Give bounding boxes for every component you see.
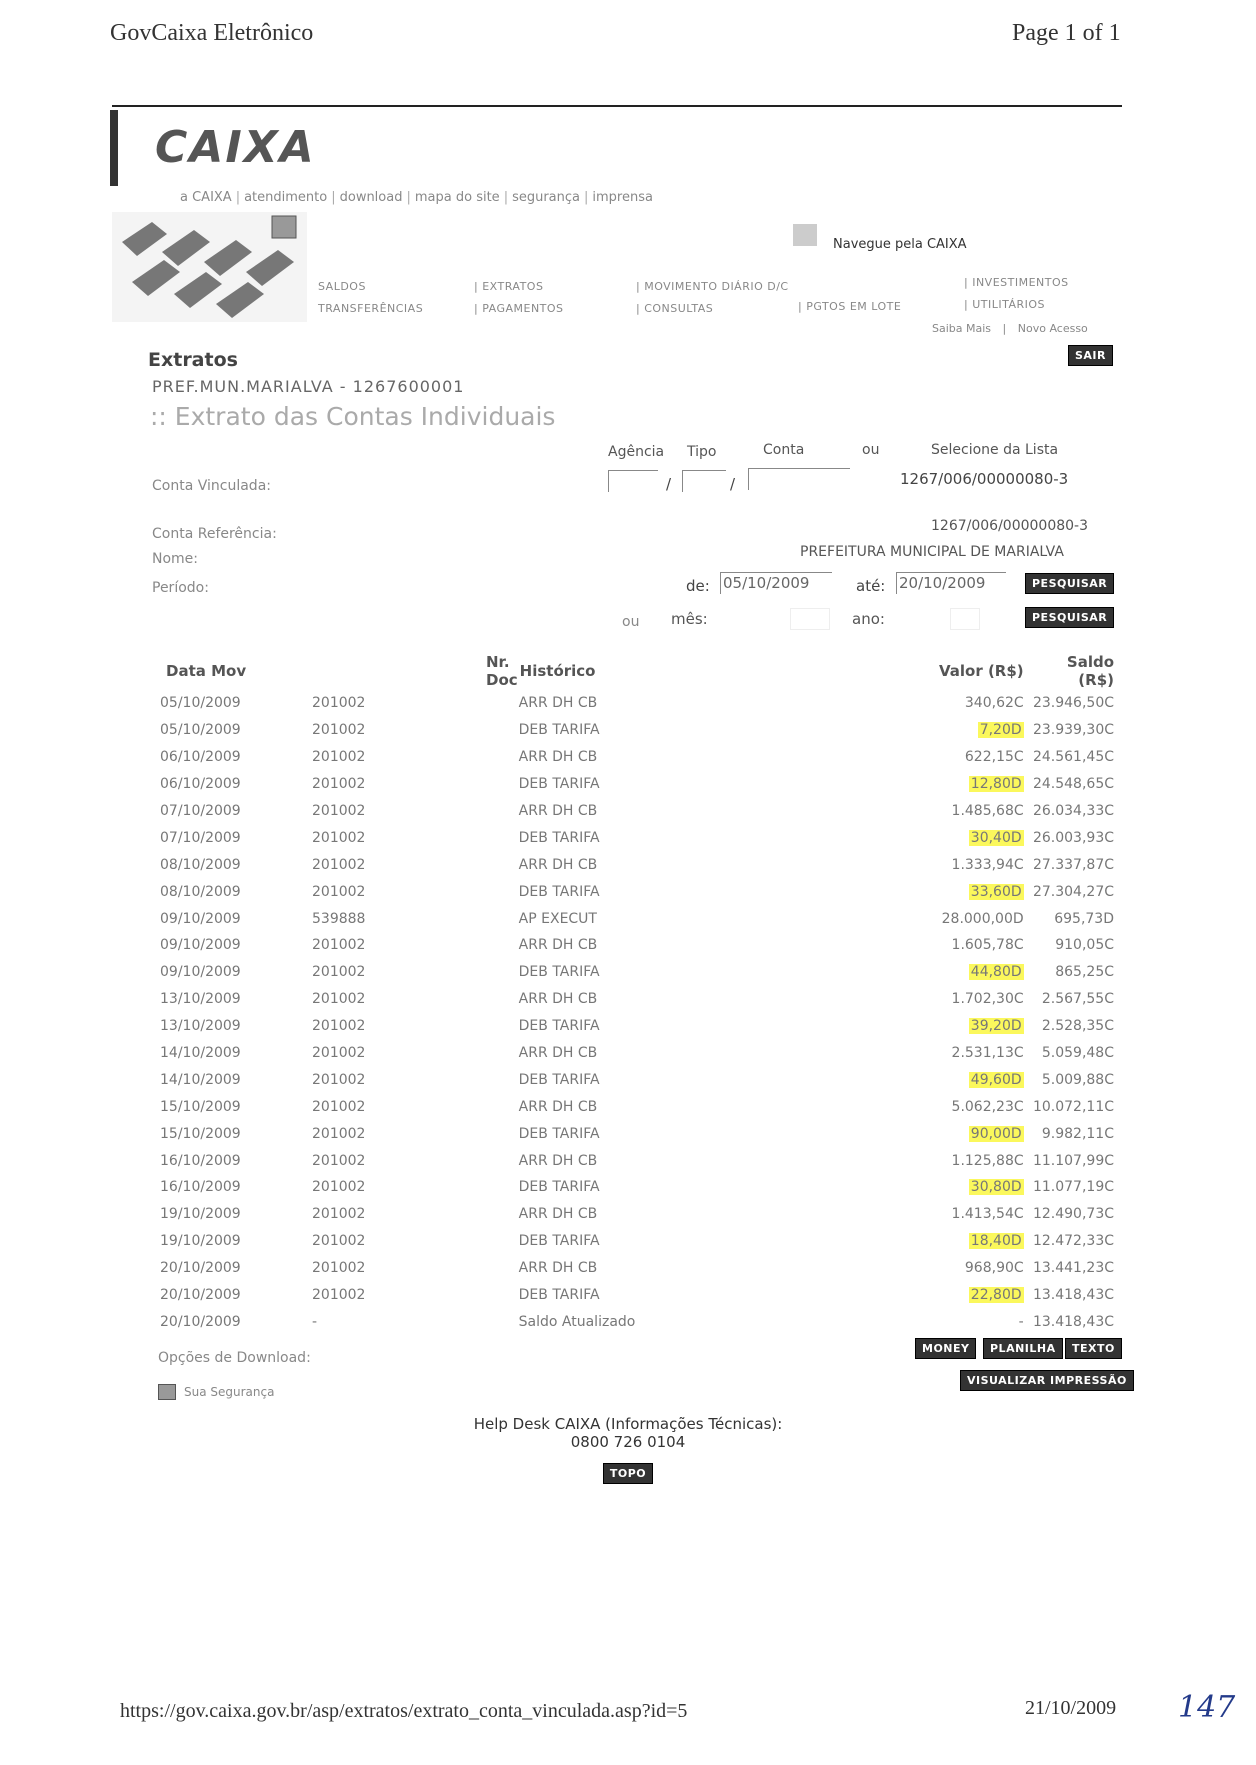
row-historico: AP EXECUT	[518, 910, 597, 927]
row-doc: 201002	[312, 1125, 366, 1142]
row-historico: DEB TARIFA	[518, 883, 600, 900]
row-doc: 201002	[312, 749, 366, 766]
row-valor: 340,62C	[964, 695, 1024, 712]
conta-input[interactable]	[748, 468, 850, 490]
table-row	[160, 1282, 1120, 1309]
row-saldo: 24.548,65C	[1032, 776, 1114, 793]
nav-seguranca[interactable]: segurança	[512, 190, 581, 205]
row-valor: 1.333,94C	[951, 856, 1024, 873]
col-saldo: Saldo (R$)	[1066, 653, 1114, 689]
highlighted-value: 49,60D	[970, 1071, 1022, 1088]
row-date: 14/10/2009	[160, 1071, 241, 1088]
visualizar-impressao-button[interactable]: VISUALIZAR IMPRESSÃO	[960, 1370, 1134, 1391]
row-historico: ARR DH CB	[518, 1260, 598, 1277]
ou-label: ou	[862, 442, 880, 458]
row-saldo: 2.567,55C	[1041, 991, 1114, 1008]
row-saldo: 695,73D	[1054, 910, 1114, 927]
row-doc: 201002	[312, 1206, 366, 1223]
row-date: 16/10/2009	[160, 1179, 241, 1196]
page-subtitle: :: Extrato das Contas Individuais	[150, 402, 556, 431]
periodo-label: Período:	[152, 580, 209, 596]
sair-button[interactable]: SAIR	[1068, 345, 1113, 366]
row-historico: ARR DH CB	[518, 803, 598, 819]
row-historico: DEB TARIFA	[518, 1287, 600, 1304]
table-row	[160, 771, 1120, 798]
ate-label: até:	[856, 577, 886, 595]
pesquisar-mes-button[interactable]: PESQUISAR	[1025, 607, 1114, 628]
nav-download[interactable]: download	[339, 190, 403, 205]
row-saldo: 13.418,43C	[1032, 1287, 1114, 1304]
row-saldo: 11.077,19C	[1032, 1179, 1114, 1196]
logo-bar	[110, 110, 118, 186]
row-historico: ARR DH CB	[518, 991, 598, 1008]
nav-a-caixa[interactable]: a CAIXA	[180, 190, 232, 205]
row-saldo: 10.072,11C	[1032, 1098, 1114, 1115]
novo-acesso-link[interactable]: Novo Acesso	[1017, 322, 1088, 335]
money-button[interactable]: MONEY	[915, 1338, 976, 1359]
print-footer-url: https://gov.caixa.gov.br/asp/extratos/extrato_conta_vinculada.asp?id=5	[120, 1700, 688, 1722]
lock-icon	[158, 1384, 176, 1400]
top-nav: a CAIXA | atendimento | download | mapa do site | segurança | imprensa	[180, 190, 653, 205]
row-historico: ARR DH CB	[518, 1045, 598, 1062]
de-date-input[interactable]: 05/10/2009	[720, 572, 832, 594]
saiba-mais-link[interactable]: Saiba Mais	[932, 322, 992, 335]
row-saldo: 13.418,43C	[1032, 1313, 1114, 1330]
table-row	[160, 1201, 1120, 1228]
row-saldo: 26.003,93C	[1032, 829, 1114, 846]
selecione-label: Selecione da Lista	[931, 442, 1059, 458]
row-saldo: 26.034,33C	[1032, 803, 1114, 819]
row-date: 14/10/2009	[160, 1045, 241, 1062]
row-saldo: 2.528,35C	[1041, 1018, 1114, 1035]
row-valor: 1.605,78C	[951, 937, 1024, 954]
row-saldo: 5.059,48C	[1041, 1045, 1114, 1062]
row-historico: DEB TARIFA	[518, 1233, 600, 1250]
tipo-input[interactable]	[682, 470, 726, 492]
row-historico: ARR DH CB	[518, 1152, 598, 1169]
nav-mapa-do-site[interactable]: mapa do site	[414, 190, 500, 205]
table-row	[160, 1040, 1120, 1067]
row-date: 16/10/2009	[160, 1152, 241, 1169]
row-saldo: 23.946,50C	[1032, 695, 1114, 712]
transactions-table	[160, 652, 1120, 1335]
planilha-button[interactable]: PLANILHA	[983, 1338, 1063, 1359]
row-date: 07/10/2009	[160, 803, 241, 819]
row-historico: ARR DH CB	[518, 695, 598, 712]
row-date: 07/10/2009	[160, 829, 241, 846]
highlighted-value: 7,20D	[979, 722, 1022, 739]
row-historico: ARR DH CB	[518, 1206, 598, 1223]
row-valor: -	[1018, 1313, 1024, 1330]
mes-label: mês:	[671, 610, 708, 628]
row-date: 15/10/2009	[160, 1098, 241, 1115]
highlighted-value: 44,80D	[970, 964, 1022, 981]
row-valor: 622,15C	[964, 749, 1024, 766]
highlighted-value: 30,80D	[970, 1179, 1022, 1196]
row-doc: 201002	[312, 1260, 366, 1277]
row-doc: 201002	[312, 1287, 366, 1304]
print-header-page: Page 1 of 1	[1012, 20, 1121, 46]
table-row	[160, 1147, 1120, 1174]
navegue-label[interactable]: Navegue pela CAIXA	[833, 237, 967, 252]
mes-select[interactable]	[790, 608, 830, 630]
row-doc: 201002	[312, 1071, 366, 1088]
row-historico: DEB TARIFA	[518, 829, 600, 846]
agencia-label: Agência	[608, 444, 665, 460]
row-saldo: 12.490,73C	[1032, 1206, 1114, 1223]
row-historico: DEB TARIFA	[518, 776, 600, 793]
keyboard-banner-image	[112, 212, 307, 322]
print-header-title: GovCaixa Eletrônico	[110, 20, 314, 46]
row-saldo: 13.441,23C	[1032, 1260, 1114, 1277]
row-date: 08/10/2009	[160, 883, 241, 900]
table-row	[160, 1308, 1120, 1335]
row-doc: 201002	[312, 695, 366, 712]
table-row	[160, 878, 1120, 905]
help-desk-phone: 0800 726 0104	[570, 1433, 686, 1451]
row-historico: DEB TARIFA	[518, 964, 600, 981]
help-desk	[0, 1415, 1256, 1484]
row-valor: 5.062,23C	[951, 1098, 1024, 1115]
conta-label: Conta	[763, 442, 805, 458]
row-date: 19/10/2009	[160, 1233, 241, 1250]
row-doc: 539888	[312, 910, 366, 927]
highlighted-value: 18,40D	[970, 1233, 1022, 1250]
table-header-row	[160, 652, 1120, 690]
row-date: 05/10/2009	[160, 722, 241, 739]
row-date: 09/10/2009	[160, 964, 241, 981]
table-row	[160, 1120, 1120, 1147]
highlighted-value: 39,20D	[970, 1018, 1022, 1035]
highlighted-value: 30,40D	[970, 829, 1022, 846]
row-valor: 1.485,68C	[951, 803, 1024, 819]
table-row	[160, 959, 1120, 986]
row-historico: DEB TARIFA	[518, 722, 600, 739]
ano-select[interactable]	[950, 608, 980, 630]
row-doc: 201002	[312, 937, 366, 954]
row-date: 20/10/2009	[160, 1260, 241, 1277]
menu-pgtos-em-lote[interactable]: | PGTOS EM LOTE	[798, 300, 902, 313]
nav-imprensa[interactable]: imprensa	[592, 190, 653, 205]
navegue-icon	[793, 224, 817, 246]
row-date: 06/10/2009	[160, 749, 241, 766]
header-rule	[112, 105, 1122, 107]
menu-transferencias[interactable]: TRANSFERÊNCIAS	[318, 302, 424, 315]
row-historico: DEB TARIFA	[518, 1179, 600, 1196]
menu-saldos[interactable]: SALDOS	[318, 280, 366, 293]
conta-referencia-value: 1267/006/00000080-3	[931, 518, 1089, 534]
agencia-input[interactable]	[608, 470, 658, 492]
row-historico: DEB TARIFA	[518, 1018, 600, 1035]
ano-label: ano:	[852, 610, 885, 628]
row-date: 05/10/2009	[160, 695, 241, 712]
table-row	[160, 690, 1120, 717]
section-title: Extratos	[148, 349, 238, 371]
row-valor: 1.702,30C	[951, 991, 1024, 1008]
row-historico: ARR DH CB	[518, 856, 598, 873]
table-row	[160, 986, 1120, 1013]
table-row	[160, 1174, 1120, 1201]
conta-referencia-label: Conta Referência:	[152, 526, 277, 542]
row-doc: 201002	[312, 776, 366, 793]
handwritten-page-number: 147	[1178, 1690, 1236, 1725]
table-row	[160, 717, 1120, 744]
nome-label: Nome:	[152, 551, 199, 567]
menu-pagamentos[interactable]: | PAGAMENTOS	[474, 302, 564, 315]
table-row	[160, 824, 1120, 851]
row-doc: 201002	[312, 856, 366, 873]
col-historico: Histórico	[519, 662, 596, 680]
menu-investimentos[interactable]: | INVESTIMENTOS	[964, 276, 1069, 289]
row-date: 09/10/2009	[160, 910, 241, 927]
row-doc: 201002	[312, 803, 366, 819]
table-row	[160, 744, 1120, 771]
table-row	[160, 1255, 1120, 1282]
row-saldo: 910,05C	[1055, 937, 1114, 954]
highlighted-value: 22,80D	[970, 1287, 1022, 1304]
row-valor: 2.531,13C	[951, 1045, 1024, 1062]
table-row	[160, 1066, 1120, 1093]
topo-button[interactable]: TOPO	[603, 1463, 653, 1484]
menu-consultas[interactable]: | CONSULTAS	[636, 302, 714, 315]
highlighted-value: 12,80D	[970, 776, 1022, 793]
security-link[interactable]	[158, 1384, 274, 1400]
table-row	[160, 798, 1120, 825]
table-row	[160, 1093, 1120, 1120]
col-data-mov: Data Mov	[166, 662, 247, 680]
row-doc: 201002	[312, 1179, 366, 1196]
row-valor: 28.000,00D	[941, 910, 1024, 927]
row-valor: 968,90C	[964, 1260, 1024, 1277]
row-saldo: 9.982,11C	[1041, 1125, 1114, 1142]
row-historico: Saldo Atualizado	[518, 1313, 636, 1330]
row-saldo: 865,25C	[1055, 964, 1114, 981]
col-valor: Valor (R$)	[938, 662, 1024, 680]
table-row	[160, 905, 1120, 932]
row-historico: ARR DH CB	[518, 1098, 598, 1115]
row-saldo: 27.304,27C	[1032, 883, 1114, 900]
tipo-label: Tipo	[687, 444, 717, 460]
org-name: PREF.MUN.MARIALVA - 1267600001	[152, 377, 465, 396]
highlighted-value: 33,60D	[970, 883, 1022, 900]
row-date: 08/10/2009	[160, 856, 241, 873]
row-historico: ARR DH CB	[518, 749, 598, 766]
row-saldo: 11.107,99C	[1032, 1152, 1114, 1169]
row-date: 09/10/2009	[160, 937, 241, 954]
row-doc: 201002	[312, 1152, 366, 1169]
row-saldo: 12.472,33C	[1032, 1233, 1114, 1250]
row-doc: 201002	[312, 883, 366, 900]
table-row	[160, 851, 1120, 878]
conta-vinculada-select[interactable]: 1267/006/00000080-3	[900, 470, 1069, 488]
row-date: 06/10/2009	[160, 776, 241, 793]
saiba-novo-links: Saiba Mais | Novo Acesso	[932, 322, 1088, 335]
row-saldo: 5.009,88C	[1041, 1071, 1114, 1088]
ou-mes-label: ou	[622, 614, 640, 630]
row-doc: 201002	[312, 1233, 366, 1250]
row-doc: 201002	[312, 829, 366, 846]
row-valor: 1.125,88C	[951, 1152, 1024, 1169]
table-row	[160, 1013, 1120, 1040]
download-options-label: Opções de Download:	[158, 1350, 311, 1366]
help-desk-title: Help Desk CAIXA (Informações Técnicas):	[473, 1415, 783, 1433]
highlighted-value: 90,00D	[970, 1125, 1022, 1142]
conta-vinculada-label: Conta Vinculada:	[152, 478, 271, 494]
menu-extratos[interactable]: | EXTRATOS	[474, 280, 544, 293]
row-date: 15/10/2009	[160, 1125, 241, 1142]
row-doc: 201002	[312, 722, 366, 739]
row-saldo: 27.337,87C	[1032, 856, 1114, 873]
row-date: 20/10/2009	[160, 1313, 241, 1330]
row-historico: ARR DH CB	[518, 937, 598, 954]
caixa-logo: CAIXA	[155, 122, 316, 173]
row-saldo: 23.939,30C	[1032, 722, 1114, 739]
row-historico: DEB TARIFA	[518, 1071, 600, 1088]
row-valor: 1.413,54C	[951, 1206, 1024, 1223]
row-doc: 201002	[312, 991, 366, 1008]
security-label: Sua Segurança	[184, 1385, 275, 1399]
row-doc: -	[312, 1313, 318, 1330]
ate-date-input[interactable]: 20/10/2009	[896, 572, 1006, 594]
table-row	[160, 932, 1120, 959]
row-doc: 201002	[312, 1045, 366, 1062]
row-historico: DEB TARIFA	[518, 1125, 600, 1142]
row-doc: 201002	[312, 1018, 366, 1035]
table-row	[160, 1228, 1120, 1255]
de-label: de:	[686, 577, 710, 595]
nav-atendimento[interactable]: atendimento	[244, 190, 328, 205]
row-date: 20/10/2009	[160, 1287, 241, 1304]
row-saldo: 24.561,45C	[1032, 749, 1114, 766]
texto-button[interactable]: TEXTO	[1065, 1338, 1122, 1359]
row-date: 13/10/2009	[160, 1018, 241, 1035]
pesquisar-periodo-button[interactable]: PESQUISAR	[1025, 573, 1114, 594]
row-doc: 201002	[312, 964, 366, 981]
menu-utilitarios[interactable]: | UTILITÁRIOS	[964, 298, 1046, 311]
col-nr-doc: Nr. Doc	[486, 653, 518, 689]
menu-movimento[interactable]: | MOVIMENTO DIÁRIO D/C	[636, 280, 789, 293]
row-doc: 201002	[312, 1098, 366, 1115]
row-date: 19/10/2009	[160, 1206, 241, 1223]
row-date: 13/10/2009	[160, 991, 241, 1008]
print-footer-date: 21/10/2009	[1025, 1697, 1117, 1719]
nome-value: PREFEITURA MUNICIPAL DE MARIALVA	[800, 544, 1064, 560]
